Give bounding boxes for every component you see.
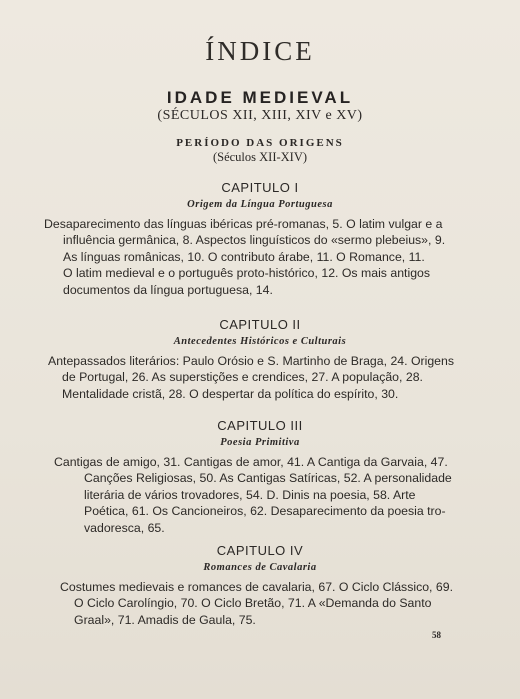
body-line: Graal», 71. Amadis de Gaula, 75. [74,612,256,627]
chapter-label: CAPITULO I [221,180,299,195]
chapter-4 [0,543,520,628]
page-title: ÍNDICE [205,36,315,66]
chapter-2 [0,317,520,402]
body-line: Costumes medievais e romances de cavalaria, 67. O Ciclo Clássico, 69. [60,580,453,594]
body-line: O Ciclo Carolíngio, 70. O Ciclo Bretão, 71. A «Demanda do Santo [74,596,432,611]
body-line: Poética, 61. Os Cancioneiros, 62. Desaparecimento da poesia tro- [84,504,446,519]
body-line: Antepassados literários: Paulo Orósio e S. Martinho de Braga, 24. Origens [48,354,455,368]
chapter-label: CAPITULO IV [216,543,304,558]
body-line: Cantigas de amigo, 31. Cantigas de amor, 41. A Cantiga da Garvaia, 47. [54,455,448,469]
body-line: vadoresca, 65. [84,520,165,535]
era-range: (SÉCULOS XII, XIII, XIV e XV) [157,108,363,123]
body-line: O latim medieval e o português proto-histórico, 12. Os mais antigos [63,266,431,281]
chapter-title: Antecedentes Históricos e Culturais [173,336,347,347]
body-line: literária de vários trovadores, 54. D. Dinis na poesia, 58. Arte [84,487,416,502]
chapter-label: CAPITULO III [217,418,303,433]
body-line: Mentalidade cristã, 28. O despertar da política do espírito, 30. [62,386,399,401]
chapter-label: CAPITULO II [219,317,301,332]
chapter-body [44,216,476,298]
body-line: Desaparecimento das línguas ibéricas pré-romanas, 5. O latim vulgar e a [44,217,443,231]
chapter-title: Origem da Língua Portuguesa [187,199,333,210]
chapter-title: Poesia Primitiva [220,437,300,448]
period-heading: PERÍODO DAS ORIGENS [176,137,344,149]
body-line: influência germânica, 8. Aspectos linguísticos do «sermo plebeius», 9. [63,233,446,248]
chapter-title: Romances de Cavalaria [203,562,317,573]
body-line: de Portugal, 26. As superstições e crendices, 27. A população, 28. [62,370,423,385]
chapter-3 [0,418,520,536]
body-line: As línguas românicas, 10. O contributo árabe, 11. O Romance, 11. [63,249,425,264]
chapter-1 [0,180,520,298]
body-line: documentos da língua portuguesa, 14. [63,282,273,297]
period-range: (Séculos XII-XIV) [212,150,308,164]
body-line: Canções Religiosas, 50. As Cantigas Satíricas, 52. A personalidade [84,471,452,486]
chapter-body [54,454,474,536]
era-heading: IDADE MEDIEVAL [166,88,354,107]
page-number: 58 [432,630,441,640]
chapter-body [60,579,470,628]
chapter-body [48,353,480,402]
